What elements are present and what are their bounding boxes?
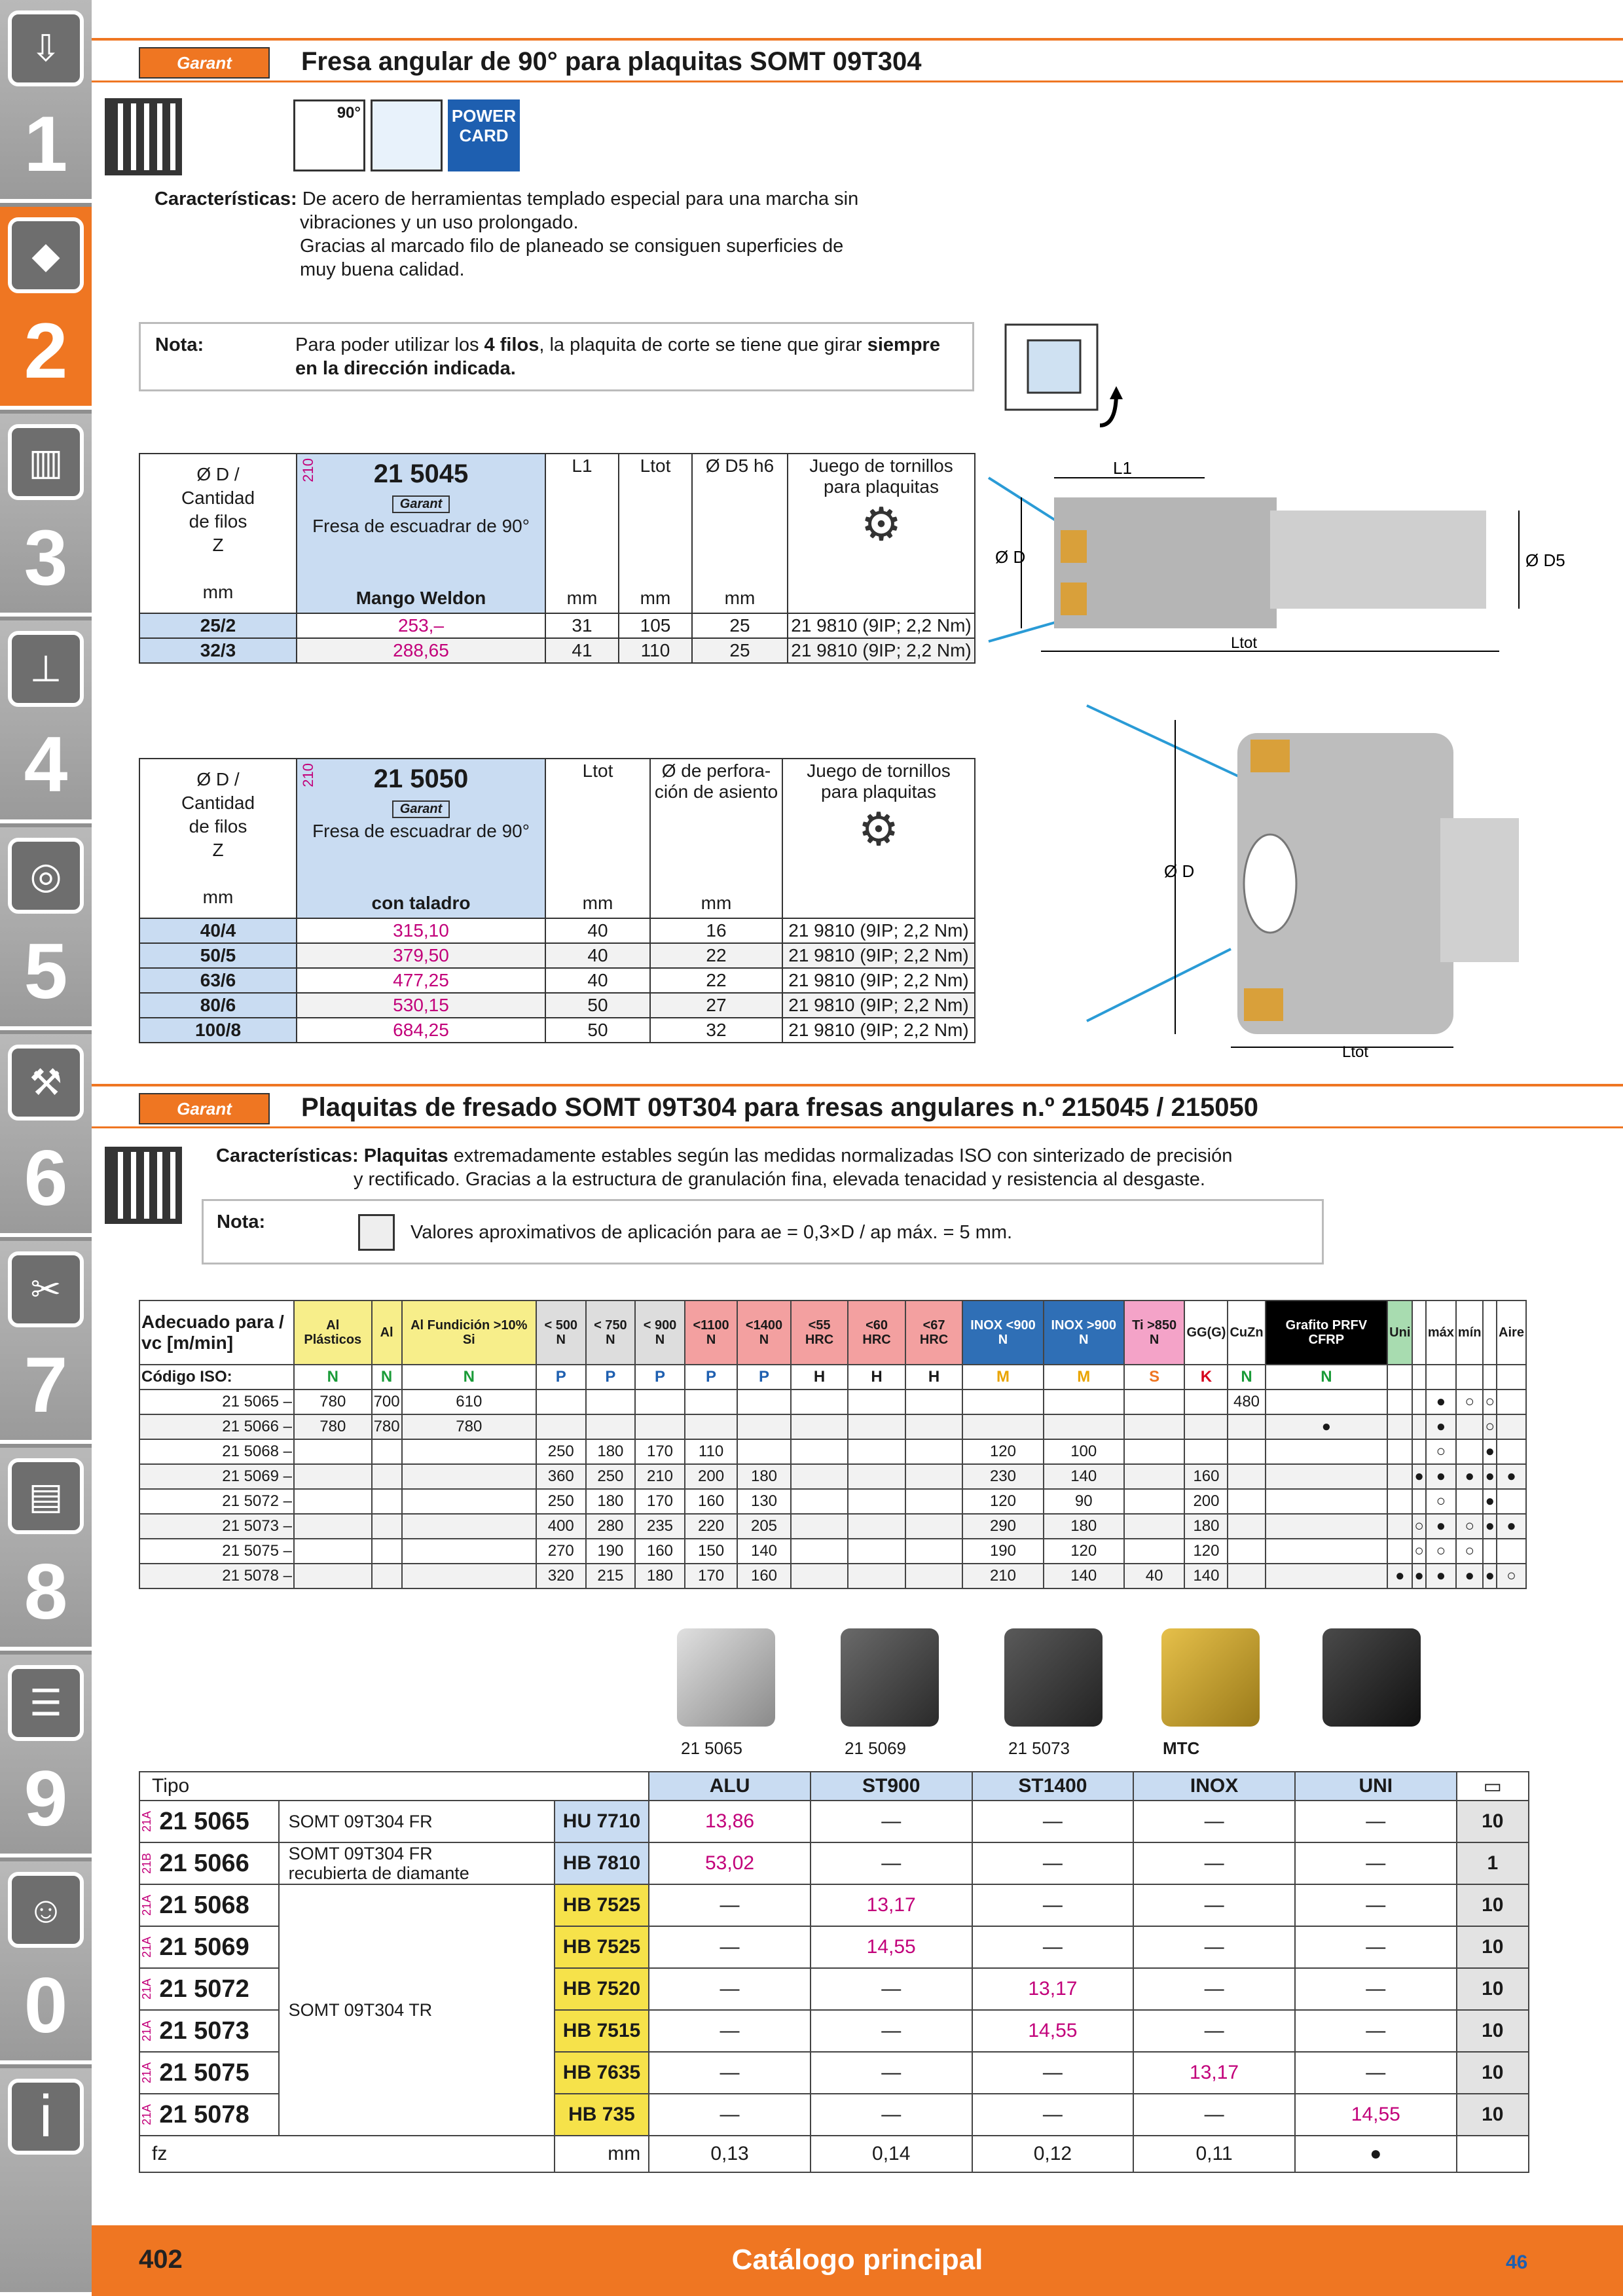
col-header: <60 HRC	[848, 1300, 905, 1365]
col-header: <55 HRC	[791, 1300, 848, 1365]
page-number: 402	[139, 2245, 183, 2274]
col-header: Al	[372, 1300, 402, 1365]
insert-image-uni	[1322, 1628, 1421, 1727]
section-title: Plaquitas de fresado SOMT 09T304 para fresas angulares n.º 215045 / 215050	[301, 1093, 1259, 1122]
note-box: Nota: Para poder utilizar los 4 filos, la plaquita de corte se tiene que girar siempre en la dirección indicada.	[139, 322, 974, 391]
col-header: Grafito PRFV CFRP	[1266, 1300, 1388, 1365]
col-header: mín	[1456, 1300, 1484, 1365]
qr-code-icon[interactable]	[105, 1147, 182, 1224]
chapter-tab-info[interactable]	[0, 2068, 92, 2296]
col-header: INOX <900 N	[962, 1300, 1043, 1365]
chapter-tab-9[interactable]: ☰ 9	[0, 1655, 92, 1857]
table-row[interactable]: 21A 21 5078 HB 735 — — — — 14,55 10	[139, 2094, 1529, 2136]
col-header: INOX >900 N	[1044, 1300, 1124, 1365]
table-row[interactable]: 21A 21 5073 HB 7515 — — 14,55 — — 10	[139, 2010, 1529, 2052]
svg-text:Ø D: Ø D	[995, 547, 1026, 567]
chapter-tab-6[interactable]: ⚒ 6	[0, 1034, 92, 1237]
cutting-depth-icon	[358, 1214, 395, 1251]
chapter-tab-0[interactable]: ☺ 0	[0, 1861, 92, 2064]
table-row[interactable]: 32/3 288,65 41 110 25 21 9810 (9IP; 2,2 Nm)	[139, 638, 975, 663]
insert-image-215065	[677, 1628, 775, 1727]
table-row[interactable]: 21A 21 5075 HB 7635 — — — 13,17 — 10	[139, 2052, 1529, 2094]
page-footer: 402 Catálogo principal 46	[92, 2225, 1623, 2296]
drill-icon: ⇩	[8, 10, 84, 86]
chapter-tab-4[interactable]: ⊥ 4	[0, 620, 92, 823]
col-header	[1483, 1300, 1497, 1365]
col-header: CuZn	[1228, 1300, 1265, 1365]
col-header: máx	[1426, 1300, 1456, 1365]
svg-text:Ø D: Ø D	[1164, 861, 1195, 881]
col-header: <67 HRC	[905, 1300, 963, 1365]
col-header: GG(G)	[1184, 1300, 1228, 1365]
col-header: Uni	[1387, 1300, 1412, 1365]
table-row[interactable]: 21 5069 – 360 250 210 200 180 230 140 160 ● ● ● ● ●	[139, 1464, 1526, 1489]
tap-icon: ▥	[8, 424, 84, 500]
wrench-icon: ⚒	[8, 1045, 84, 1121]
insert-image-215073	[1004, 1628, 1103, 1727]
col-header: <1400 N	[737, 1300, 791, 1365]
col-header: < 750 N	[586, 1300, 636, 1365]
insert-image-mtc	[1161, 1628, 1260, 1727]
table-row[interactable]: 40/4 315,10 40 16 21 9810 (9IP; 2,2 Nm)	[139, 918, 975, 943]
insert-image-215069	[841, 1628, 939, 1727]
table-row[interactable]: 21A 21 5068 SOMT 09T304 TR HB 7525 — 13,17 — — — 10	[139, 1884, 1529, 1926]
section-title: Fresa angular de 90° para plaquitas SOMT 09T304	[301, 47, 922, 76]
power-card-icon: POWER CARD	[448, 99, 520, 171]
chapter-tab-7[interactable]: ✂ 7	[0, 1241, 92, 1444]
table-row[interactable]: 21 5065 – 780 700 610 480 ● ○ ○	[139, 1390, 1526, 1414]
table-row[interactable]: 21B 21 5066 SOMT 09T304 FR recubierta de diamante HB 7810 53,02 — — — — 1	[139, 1842, 1529, 1884]
chapter-tab-2[interactable]: ◆ 2	[0, 207, 92, 410]
safety-icon: ☺	[8, 1872, 84, 1948]
garant-logo: Garant	[139, 1093, 270, 1124]
qr-code-icon[interactable]	[105, 98, 182, 175]
angle-90-icon: 90°	[293, 99, 365, 171]
article-header: 210 21 5045 Garant Fresa de escuadrar de 90° Mango Weldon	[297, 454, 545, 613]
rotation-direction-icon	[1002, 321, 1126, 439]
chapter-tab-5[interactable]: ◎ 5	[0, 827, 92, 1030]
info-icon: i	[8, 2079, 84, 2155]
table-row[interactable]: 100/8 684,25 50 32 21 9810 (9IP; 2,2 Nm)	[139, 1018, 975, 1043]
svg-text:Ø D5: Ø D5	[1525, 550, 1565, 570]
table-215045: Ø D / Cantidad de filos Z mm 210 21 5045 Garant Fresa de escuadrar de 90° Mango Weldon L1 mm Ltot mm Ø D5 h6 mm Juego de tornillos para plaquitas ⚙ 25/2 253,– 31 105 25 21 9810 (9IP; 2,2 Nm) 32/3 288,65 41 110 25 21 9810 (9IP; 2,2 Nm)	[139, 453, 976, 664]
characteristics: Características: Plaquitas extremadamente estables según las medidas normalizadas ISO con sinterizado de precisión y rectificado. Gracias a la estructura de granulación fina, elevada tenacidad y resistencia al desgaste.	[216, 1145, 1233, 1190]
table-row[interactable]: 21A 21 5065 SOMT 09T304 FR HU 7710 13,86 — — — — 10	[139, 1801, 1529, 1842]
section-header-2	[92, 1084, 1623, 1128]
col-header: Ti >850 N	[1124, 1300, 1185, 1365]
screw-set-icon: ⚙	[858, 804, 900, 855]
col-header: Al Plásticos	[294, 1300, 372, 1365]
chapter-tab-1[interactable]: ⇩ 1	[0, 0, 92, 203]
table-row[interactable]: 21 5075 – 270 190 160 150 140 190 120 120 ○ ○ ○	[139, 1539, 1526, 1564]
svg-text:Ltot: Ltot	[1342, 1043, 1369, 1060]
package-icon: ▭	[1457, 1772, 1529, 1801]
table-row[interactable]: 80/6 530,15 50 27 21 9810 (9IP; 2,2 Nm)	[139, 993, 975, 1018]
table-row[interactable]: 21 5066 – 780 780 780 ● ● ○	[139, 1414, 1526, 1439]
saw-icon: ◎	[8, 838, 84, 914]
caliper-icon: ⊥	[8, 631, 84, 707]
pliers-icon: ✂	[8, 1251, 84, 1327]
table-row[interactable]: 21 5073 – 400 280 235 220 205 290 180 180 ○ ● ○ ● ●	[139, 1514, 1526, 1539]
col-header: < 500 N	[536, 1300, 586, 1365]
coolant-icon	[371, 99, 443, 171]
table-215050: Ø D / Cantidad de filos Z mm 210 21 5050 Garant Fresa de escuadrar de 90° con taladro Ltot mm Ø de perfora- ción de asiento mm Juego de tornillos para plaquitas ⚙ 40/4 315,10 40 16 21 9810 (9IP; 2,2 Nm) 50/5 379,50 40 22 21 9810 (9IP; 2,2 Nm) 63/6 477,25 40 22 21 9810 (9IP; 2,2 Nm) 80/6 530,15 50 27 21 9810 (9IP; 2,2 Nm) 100/8 684,25 50 32 21 9810 (9IP; 2,2 Nm)	[139, 758, 976, 1043]
table-row[interactable]: 25/2 253,– 31 105 25 21 9810 (9IP; 2,2 Nm)	[139, 613, 975, 638]
table-row[interactable]: 21 5078 – 320 215 180 170 160 210 140 40 140 ● ● ● ● ● ○	[139, 1564, 1526, 1588]
catalog-title: Catálogo principal	[731, 2244, 983, 2276]
chapter-tab-8[interactable]: ▤ 8	[0, 1448, 92, 1651]
table-row[interactable]: 21 5068 – 250 180 170 110 120 100 ○ ●	[139, 1439, 1526, 1464]
chapter-tab-3[interactable]: ▥ 3	[0, 414, 92, 617]
cabinet-icon: ☰	[8, 1665, 84, 1741]
inserts-price-table: Tipo ALU ST900 ST1400 INOX UNI ▭ 21A 21 5065 SOMT 09T304 FR HU 7710 13,86 — — — — 10 21B 21 5066 SOMT 09T304 FR recubierta de diamante HB 7810 53,02 — — — — 1 21A 21 5068 SOMT 09T304 TR HB 7525 — 13,17 — — — 10 21A 21 5069 HB 7525 — 14,55 — — — 10 21A 21 5072 HB 7520 — — 13,17 — — 10 21A 21 5073 HB 7515 — — 14,55 — — 10 21A 21 5075 HB 7635 — — — 13,17 — 10 21A 21 5078 HB 735 — — — — 14,55 10 fz mm 0,13 0,14 0,12 0,11 ●	[139, 1771, 1529, 2173]
characteristics: Características: De acero de herramientas templado especial para una marcha sin vibraciones y un uso prolongado. Gracias al marcado filo de planeado se consiguen superficies de muy buena calidad.	[155, 188, 859, 280]
shell-cutter-drawing	[1074, 694, 1545, 1060]
article-header: 210 21 5050 Garant Fresa de escuadrar de 90° con taladro	[297, 759, 545, 918]
insert-icon: ◆	[8, 217, 84, 293]
section-header-1	[92, 38, 1623, 82]
toolbox-icon: ▤	[8, 1458, 84, 1534]
application-table: Adecuado para / vc [m/min] Al Plásticos Al Al Fundición >10% Si < 500 N < 750 N < 900 N <1100 N <1400 N <55 HRC <60 HRC <67 HRC INOX <900 N INOX >900 N Ti >850 N GG(G) CuZn Grafito PRFV CFRP Uni máx mín Aire Código ISO: N N N P P P P P H H H M M S K N N 21 5065 – 780 700 610 480 ● ○ ○ 21 5066 – 780 780 780 ● ● ○ 21 5068 – 250 180 170 110 120 100 ○ ● 21 5069 – 360 250 210 200 180 230 140 160 ● ● ● ● ● 21 5072 – 250 180 170 160 130 120 90 200 ○ ● 21 5073 – 400 280 235 220 205 290 180 180 ○ ● ○ ● ● 21 5075 – 270 190 160 150 140 190 120 120 ○ ○ ○ 21 5078 – 320 215 180 170 160 210 140 40 140 ● ● ● ● ● ○	[139, 1300, 1527, 1589]
col-header	[1412, 1300, 1426, 1365]
note-box: Nota: Valores aproximativos de aplicación para ae = 0,3×D / ap máx. = 5 mm.	[202, 1199, 1324, 1265]
chapter-sidebar	[0, 0, 92, 2296]
table-row[interactable]: 21A 21 5072 HB 7520 — — 13,17 — — 10	[139, 1968, 1529, 2010]
col-header: Al Fundición >10% Si	[402, 1300, 536, 1365]
table-row[interactable]: 50/5 379,50 40 22 21 9810 (9IP; 2,2 Nm)	[139, 943, 975, 968]
table-row[interactable]: 63/6 477,25 40 22 21 9810 (9IP; 2,2 Nm)	[139, 968, 975, 993]
screw-set-icon: ⚙	[860, 499, 902, 550]
garant-logo: Garant	[139, 47, 270, 79]
col-header: <1100 N	[685, 1300, 737, 1365]
svg-text:L1: L1	[1113, 458, 1132, 478]
col-header: < 900 N	[635, 1300, 685, 1365]
table-row[interactable]: 21A 21 5069 HB 7525 — 14,55 — — — 10	[139, 1926, 1529, 1968]
col-header: Aire	[1497, 1300, 1526, 1365]
table-row[interactable]: 21 5072 – 250 180 170 160 130 120 90 200 ○ ●	[139, 1489, 1526, 1514]
shank-cutter-drawing	[982, 458, 1571, 674]
svg-text:Ltot: Ltot	[1231, 634, 1258, 652]
